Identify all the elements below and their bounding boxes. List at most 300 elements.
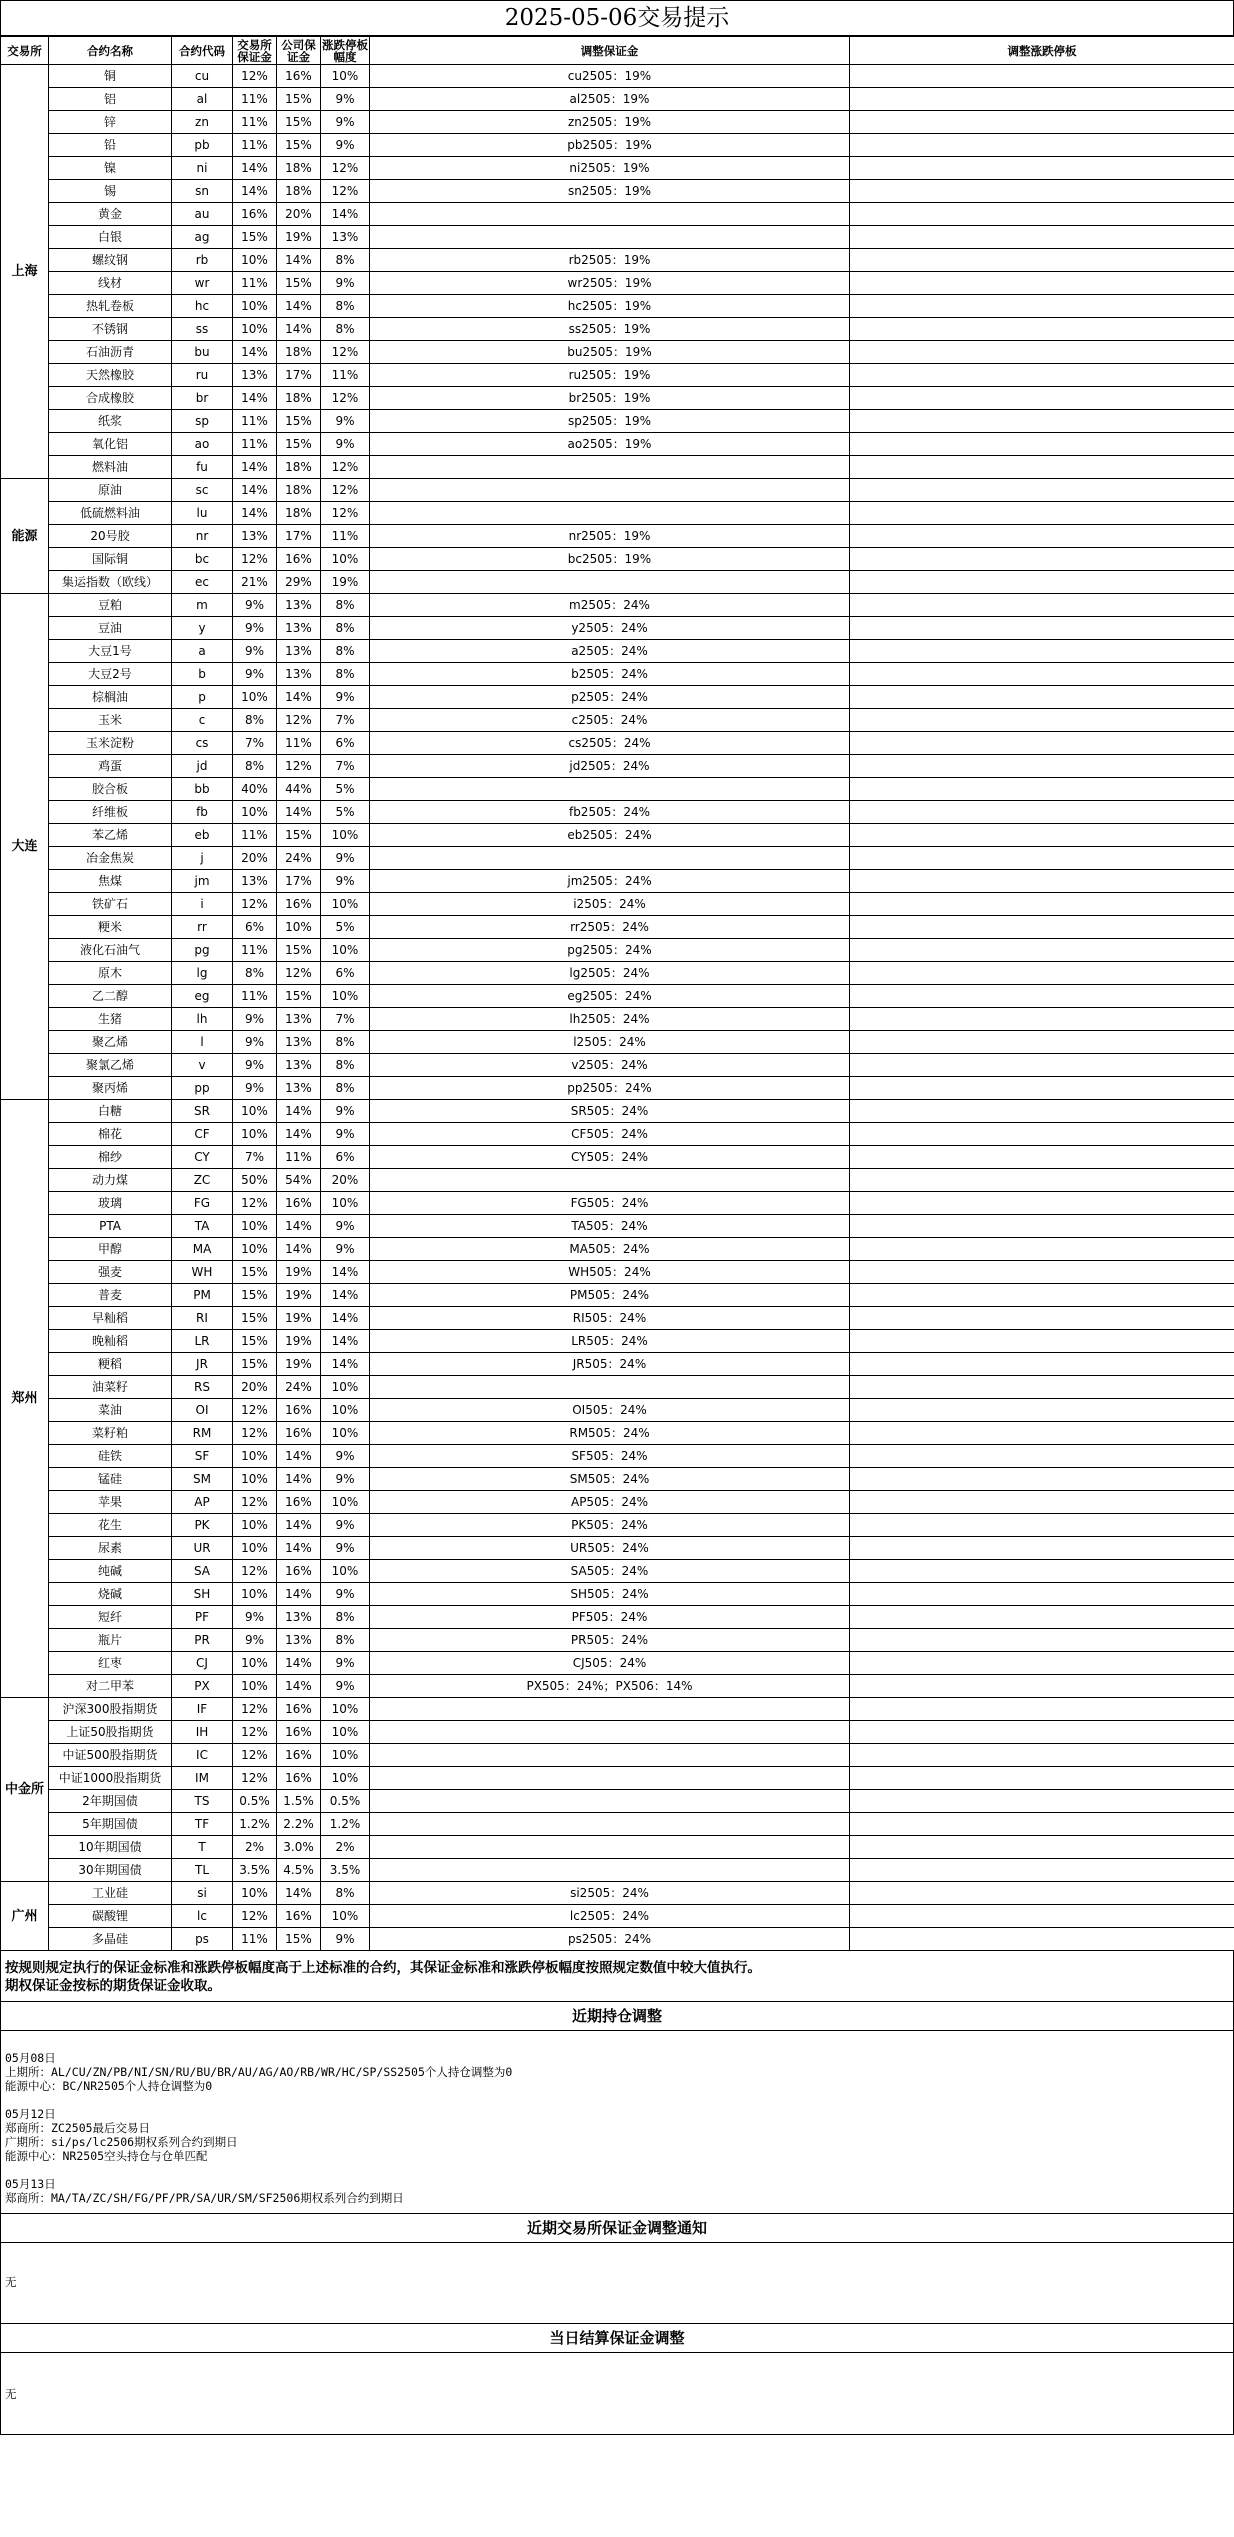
company-margin-cell: 19% bbox=[277, 1261, 321, 1284]
exchange-margin-cell: 13% bbox=[233, 870, 277, 893]
table-row bbox=[1, 548, 1234, 571]
contract-code-cell: zn bbox=[172, 111, 233, 134]
exchange-margin-cell: 14% bbox=[233, 387, 277, 410]
contract-code-cell: TA bbox=[172, 1215, 233, 1238]
company-margin-cell: 14% bbox=[277, 801, 321, 824]
adjusted-limit-cell bbox=[850, 111, 1234, 134]
company-margin-cell: 12% bbox=[277, 962, 321, 985]
price-limit-cell: 8% bbox=[321, 1882, 370, 1905]
adjusted-margin-cell: sn2505：19% bbox=[370, 180, 850, 203]
contract-code-cell: JR bbox=[172, 1353, 233, 1376]
company-margin-cell: 15% bbox=[277, 134, 321, 157]
contract-name-cell: 粳稻 bbox=[49, 1353, 172, 1376]
price-limit-cell: 8% bbox=[321, 594, 370, 617]
contract-name-cell: 豆粕 bbox=[49, 594, 172, 617]
adjusted-limit-cell bbox=[850, 157, 1234, 180]
table-row bbox=[1, 755, 1234, 778]
exchange-margin-cell: 10% bbox=[233, 1100, 277, 1123]
exchange-margin-cell: 10% bbox=[233, 1468, 277, 1491]
adjusted-limit-cell bbox=[850, 456, 1234, 479]
table-row bbox=[1, 1928, 1234, 1951]
contract-name-cell: 菜油 bbox=[49, 1399, 172, 1422]
contract-name-cell: 晚籼稻 bbox=[49, 1330, 172, 1353]
exchange-margin-cell: 9% bbox=[233, 1606, 277, 1629]
notes bbox=[0, 1951, 1234, 2001]
contract-code-cell: lu bbox=[172, 502, 233, 525]
price-limit-cell: 9% bbox=[321, 88, 370, 111]
contract-code-cell: IM bbox=[172, 1767, 233, 1790]
exchange-margin-cell: 9% bbox=[233, 1629, 277, 1652]
contract-name-cell: 液化石油气 bbox=[49, 939, 172, 962]
price-limit-cell: 14% bbox=[321, 1353, 370, 1376]
contract-code-cell: j bbox=[172, 847, 233, 870]
position-line: 能源中心：NR2505空头持仓与仓单匹配 bbox=[5, 2149, 208, 2163]
company-margin-cell: 15% bbox=[277, 88, 321, 111]
table-row bbox=[1, 1261, 1234, 1284]
table-row bbox=[1, 663, 1234, 686]
exchange-margin-cell: 11% bbox=[233, 985, 277, 1008]
adjusted-margin-cell: al2505：19% bbox=[370, 88, 850, 111]
contract-code-cell: CJ bbox=[172, 1652, 233, 1675]
table-row bbox=[1, 88, 1234, 111]
adjusted-limit-cell bbox=[850, 387, 1234, 410]
table-row bbox=[1, 1445, 1234, 1468]
contract-name-cell: 集运指数（欧线） bbox=[49, 571, 172, 594]
adjusted-margin-cell bbox=[370, 1376, 850, 1399]
position-date: 05月12日 bbox=[5, 2107, 56, 2121]
exchange-margin-cell: 14% bbox=[233, 341, 277, 364]
price-limit-cell: 10% bbox=[321, 1376, 370, 1399]
adjusted-limit-cell bbox=[850, 1629, 1234, 1652]
company-margin-cell: 13% bbox=[277, 1629, 321, 1652]
table-row bbox=[1, 1031, 1234, 1054]
exchange-margin-cell: 0.5% bbox=[233, 1790, 277, 1813]
price-limit-cell: 12% bbox=[321, 456, 370, 479]
adjusted-limit-cell bbox=[850, 709, 1234, 732]
contract-name-cell: 生猪 bbox=[49, 1008, 172, 1031]
table-row bbox=[1, 157, 1234, 180]
exchange-cell: 中金所 bbox=[1, 1698, 49, 1882]
adjusted-limit-cell bbox=[850, 1261, 1234, 1284]
contract-name-cell: 普麦 bbox=[49, 1284, 172, 1307]
exchange-margin-cell: 9% bbox=[233, 1008, 277, 1031]
company-margin-cell: 14% bbox=[277, 295, 321, 318]
exchange-margin-cell: 10% bbox=[233, 686, 277, 709]
company-margin-cell: 24% bbox=[277, 847, 321, 870]
adjusted-limit-cell bbox=[850, 295, 1234, 318]
table-row bbox=[1, 1859, 1234, 1882]
margin-table-body bbox=[1, 37, 1234, 1951]
adjusted-margin-cell: WH505：24% bbox=[370, 1261, 850, 1284]
price-limit-cell: 9% bbox=[321, 1928, 370, 1951]
table-row bbox=[1, 824, 1234, 847]
contract-name-cell: 不锈钢 bbox=[49, 318, 172, 341]
exchange-margin-cell: 10% bbox=[233, 1123, 277, 1146]
adjusted-margin-cell: UR505：24% bbox=[370, 1537, 850, 1560]
company-margin-cell: 12% bbox=[277, 755, 321, 778]
table-row bbox=[1, 617, 1234, 640]
position-line: 广期所：si/ps/lc2506期权系列合约到期日 bbox=[5, 2135, 238, 2149]
adjusted-margin-cell bbox=[370, 1744, 850, 1767]
contract-code-cell: RM bbox=[172, 1422, 233, 1445]
exchange-cell: 能源 bbox=[1, 479, 49, 594]
adjusted-margin-cell: ao2505：19% bbox=[370, 433, 850, 456]
contract-code-cell: bc bbox=[172, 548, 233, 571]
exchange-margin-cell: 9% bbox=[233, 594, 277, 617]
company-margin-cell: 13% bbox=[277, 663, 321, 686]
table-row bbox=[1, 1905, 1234, 1928]
contract-code-cell: cu bbox=[172, 65, 233, 88]
contract-code-cell: ec bbox=[172, 571, 233, 594]
price-limit-cell: 8% bbox=[321, 295, 370, 318]
exchange-margin-cell: 12% bbox=[233, 1192, 277, 1215]
company-margin-cell: 13% bbox=[277, 617, 321, 640]
adjusted-limit-cell bbox=[850, 1031, 1234, 1054]
price-limit-cell: 3.5% bbox=[321, 1859, 370, 1882]
price-limit-cell: 10% bbox=[321, 1491, 370, 1514]
adjusted-limit-cell bbox=[850, 1054, 1234, 1077]
table-row bbox=[1, 732, 1234, 755]
exchange-margin-cell: 11% bbox=[233, 1928, 277, 1951]
exchange-margin-cell: 11% bbox=[233, 410, 277, 433]
contract-code-cell: lg bbox=[172, 962, 233, 985]
contract-name-cell: 镍 bbox=[49, 157, 172, 180]
company-margin-cell: 19% bbox=[277, 1330, 321, 1353]
contract-name-cell: 鸡蛋 bbox=[49, 755, 172, 778]
table-row bbox=[1, 962, 1234, 985]
header-adjusted-limit: 调整涨跌停板 bbox=[850, 37, 1234, 65]
price-limit-cell: 11% bbox=[321, 525, 370, 548]
price-limit-cell: 10% bbox=[321, 893, 370, 916]
adjusted-margin-cell: rb2505：19% bbox=[370, 249, 850, 272]
company-margin-cell: 18% bbox=[277, 456, 321, 479]
adjusted-margin-cell: zn2505：19% bbox=[370, 111, 850, 134]
table-row bbox=[1, 1077, 1234, 1100]
company-margin-cell: 15% bbox=[277, 1928, 321, 1951]
header-price-limit: 涨跌停板幅度 bbox=[322, 37, 368, 64]
adjusted-margin-cell bbox=[370, 1859, 850, 1882]
contract-code-cell: SA bbox=[172, 1560, 233, 1583]
contract-name-cell: 天然橡胶 bbox=[49, 364, 172, 387]
adjusted-limit-cell bbox=[850, 479, 1234, 502]
adjusted-limit-cell bbox=[850, 617, 1234, 640]
price-limit-cell: 9% bbox=[321, 1123, 370, 1146]
contract-name-cell: 对二甲苯 bbox=[49, 1675, 172, 1698]
contract-name-cell: 石油沥青 bbox=[49, 341, 172, 364]
contract-code-cell: nr bbox=[172, 525, 233, 548]
table-row bbox=[1, 1698, 1234, 1721]
contract-code-cell: jm bbox=[172, 870, 233, 893]
exchange-margin-cell: 10% bbox=[233, 1514, 277, 1537]
contract-code-cell: T bbox=[172, 1836, 233, 1859]
table-row bbox=[1, 1008, 1234, 1031]
company-margin-cell: 19% bbox=[277, 1353, 321, 1376]
exchange-margin-cell: 15% bbox=[233, 1330, 277, 1353]
exchange-margin-cell: 6% bbox=[233, 916, 277, 939]
company-margin-cell: 15% bbox=[277, 111, 321, 134]
adjusted-limit-cell bbox=[850, 571, 1234, 594]
contract-name-cell: 硅铁 bbox=[49, 1445, 172, 1468]
adjusted-margin-cell bbox=[370, 1169, 850, 1192]
table-row bbox=[1, 180, 1234, 203]
price-limit-cell: 8% bbox=[321, 318, 370, 341]
adjusted-margin-cell: ni2505：19% bbox=[370, 157, 850, 180]
adjusted-limit-cell bbox=[850, 962, 1234, 985]
company-margin-cell: 19% bbox=[277, 226, 321, 249]
exchange-margin-cell: 11% bbox=[233, 111, 277, 134]
adjusted-limit-cell bbox=[850, 203, 1234, 226]
exchange-cell: 郑州 bbox=[1, 1100, 49, 1698]
exchange-margin-cell: 9% bbox=[233, 1054, 277, 1077]
table-row bbox=[1, 1675, 1234, 1698]
adjusted-limit-cell bbox=[850, 1698, 1234, 1721]
price-limit-cell: 10% bbox=[321, 1905, 370, 1928]
exchange-margin-cell: 11% bbox=[233, 939, 277, 962]
contract-name-cell: 白糖 bbox=[49, 1100, 172, 1123]
exchange-margin-cell: 15% bbox=[233, 1307, 277, 1330]
price-limit-cell: 8% bbox=[321, 1031, 370, 1054]
adjusted-limit-cell bbox=[850, 364, 1234, 387]
table-row bbox=[1, 1652, 1234, 1675]
table-row bbox=[1, 1353, 1234, 1376]
contract-name-cell: 中证500股指期货 bbox=[49, 1744, 172, 1767]
adjusted-limit-cell bbox=[850, 663, 1234, 686]
table-row bbox=[1, 479, 1234, 502]
contract-name-cell: 多晶硅 bbox=[49, 1928, 172, 1951]
price-limit-cell: 10% bbox=[321, 985, 370, 1008]
price-limit-cell: 19% bbox=[321, 571, 370, 594]
company-margin-cell: 14% bbox=[277, 249, 321, 272]
contract-code-cell: PF bbox=[172, 1606, 233, 1629]
contract-name-cell: 工业硅 bbox=[49, 1882, 172, 1905]
exchange-margin-cell: 11% bbox=[233, 272, 277, 295]
exchange-notice-title: 近期交易所保证金调整通知 bbox=[0, 2213, 1234, 2243]
contract-code-cell: RS bbox=[172, 1376, 233, 1399]
company-margin-cell: 16% bbox=[277, 1721, 321, 1744]
exchange-notice-body bbox=[0, 2243, 1234, 2323]
adjusted-margin-cell: l2505：24% bbox=[370, 1031, 850, 1054]
contract-name-cell: 早籼稻 bbox=[49, 1307, 172, 1330]
table-row bbox=[1, 1882, 1234, 1905]
exchange-margin-cell: 11% bbox=[233, 433, 277, 456]
adjusted-limit-cell bbox=[850, 1537, 1234, 1560]
table-row bbox=[1, 893, 1234, 916]
price-limit-cell: 9% bbox=[321, 1652, 370, 1675]
contract-code-cell: SM bbox=[172, 1468, 233, 1491]
price-limit-cell: 9% bbox=[321, 686, 370, 709]
contract-code-cell: OI bbox=[172, 1399, 233, 1422]
price-limit-cell: 10% bbox=[321, 939, 370, 962]
company-margin-cell: 18% bbox=[277, 502, 321, 525]
position-line: 上期所：AL/CU/ZN/PB/NI/SN/RU/BU/BR/AU/AG/AO/RB/WR/HC/SP/SS2505个人持仓调整为0 bbox=[5, 2065, 513, 2079]
adjusted-margin-cell: a2505：24% bbox=[370, 640, 850, 663]
company-margin-cell: 16% bbox=[277, 1491, 321, 1514]
table-row bbox=[1, 1307, 1234, 1330]
contract-code-cell: ZC bbox=[172, 1169, 233, 1192]
contract-code-cell: rr bbox=[172, 916, 233, 939]
header-exchange: 交易所 bbox=[1, 37, 49, 65]
table-row bbox=[1, 1721, 1234, 1744]
exchange-margin-cell: 11% bbox=[233, 88, 277, 111]
table-row bbox=[1, 1054, 1234, 1077]
contract-code-cell: c bbox=[172, 709, 233, 732]
adjusted-limit-cell bbox=[850, 801, 1234, 824]
company-margin-cell: 10% bbox=[277, 916, 321, 939]
exchange-margin-cell: 10% bbox=[233, 1652, 277, 1675]
position-line: 郑商所：ZC2505最后交易日 bbox=[5, 2121, 151, 2135]
adjusted-limit-cell bbox=[850, 732, 1234, 755]
table-row bbox=[1, 1376, 1234, 1399]
contract-code-cell: l bbox=[172, 1031, 233, 1054]
contract-code-cell: v bbox=[172, 1054, 233, 1077]
exchange-margin-cell: 8% bbox=[233, 709, 277, 732]
contract-code-cell: TS bbox=[172, 1790, 233, 1813]
company-margin-cell: 16% bbox=[277, 1192, 321, 1215]
company-margin-cell: 18% bbox=[277, 387, 321, 410]
adjusted-limit-cell bbox=[850, 1514, 1234, 1537]
company-margin-cell: 13% bbox=[277, 1054, 321, 1077]
adjusted-margin-cell: SA505：24% bbox=[370, 1560, 850, 1583]
price-limit-cell: 8% bbox=[321, 617, 370, 640]
price-limit-cell: 12% bbox=[321, 157, 370, 180]
adjusted-margin-cell: pb2505：19% bbox=[370, 134, 850, 157]
adjusted-limit-cell bbox=[850, 1721, 1234, 1744]
company-margin-cell: 13% bbox=[277, 1031, 321, 1054]
company-margin-cell: 14% bbox=[277, 1652, 321, 1675]
price-limit-cell: 9% bbox=[321, 1583, 370, 1606]
price-limit-cell: 10% bbox=[321, 1721, 370, 1744]
adjusted-margin-cell: b2505：24% bbox=[370, 663, 850, 686]
company-margin-cell: 15% bbox=[277, 433, 321, 456]
contract-code-cell: ni bbox=[172, 157, 233, 180]
table-row bbox=[1, 801, 1234, 824]
exchange-margin-cell: 7% bbox=[233, 732, 277, 755]
company-margin-cell: 15% bbox=[277, 272, 321, 295]
company-margin-cell: 18% bbox=[277, 180, 321, 203]
adjusted-limit-cell bbox=[850, 1491, 1234, 1514]
contract-code-cell: m bbox=[172, 594, 233, 617]
exchange-margin-cell: 12% bbox=[233, 1560, 277, 1583]
adjusted-limit-cell bbox=[850, 1744, 1234, 1767]
price-limit-cell: 20% bbox=[321, 1169, 370, 1192]
contract-name-cell: 铝 bbox=[49, 88, 172, 111]
adjusted-limit-cell bbox=[850, 1606, 1234, 1629]
adjusted-margin-cell: cu2505：19% bbox=[370, 65, 850, 88]
exchange-margin-cell: 16% bbox=[233, 203, 277, 226]
company-margin-cell: 16% bbox=[277, 1905, 321, 1928]
adjusted-limit-cell bbox=[850, 134, 1234, 157]
contract-code-cell: SF bbox=[172, 1445, 233, 1468]
header-contract-code: 合约代码 bbox=[172, 37, 233, 65]
price-limit-cell: 9% bbox=[321, 433, 370, 456]
adjusted-limit-cell bbox=[850, 1767, 1234, 1790]
company-margin-cell: 14% bbox=[277, 318, 321, 341]
exchange-margin-cell: 12% bbox=[233, 1399, 277, 1422]
company-margin-cell: 17% bbox=[277, 364, 321, 387]
exchange-margin-cell: 1.2% bbox=[233, 1813, 277, 1836]
company-margin-cell: 16% bbox=[277, 893, 321, 916]
exchange-margin-cell: 12% bbox=[233, 1422, 277, 1445]
price-limit-cell: 8% bbox=[321, 1606, 370, 1629]
adjusted-margin-cell bbox=[370, 502, 850, 525]
table-row bbox=[1, 1537, 1234, 1560]
table-row bbox=[1, 870, 1234, 893]
contract-name-cell: 合成橡胶 bbox=[49, 387, 172, 410]
contract-code-cell: IH bbox=[172, 1721, 233, 1744]
contract-code-cell: eg bbox=[172, 985, 233, 1008]
contract-code-cell: i bbox=[172, 893, 233, 916]
exchange-margin-cell: 2% bbox=[233, 1836, 277, 1859]
company-margin-cell: 14% bbox=[277, 1514, 321, 1537]
price-limit-cell: 9% bbox=[321, 410, 370, 433]
exchange-margin-cell: 3.5% bbox=[233, 1859, 277, 1882]
exchange-margin-cell: 10% bbox=[233, 1215, 277, 1238]
price-limit-cell: 9% bbox=[321, 1238, 370, 1261]
table-row bbox=[1, 410, 1234, 433]
adjusted-limit-cell bbox=[850, 341, 1234, 364]
contract-code-cell: pp bbox=[172, 1077, 233, 1100]
exchange-margin-cell: 10% bbox=[233, 295, 277, 318]
adjusted-margin-cell: ps2505：24% bbox=[370, 1928, 850, 1951]
price-limit-cell: 8% bbox=[321, 1629, 370, 1652]
company-margin-cell: 16% bbox=[277, 65, 321, 88]
price-limit-cell: 10% bbox=[321, 1744, 370, 1767]
company-margin-cell: 44% bbox=[277, 778, 321, 801]
contract-name-cell: 螺纹钢 bbox=[49, 249, 172, 272]
adjusted-limit-cell bbox=[850, 433, 1234, 456]
position-adjust-title: 近期持仓调整 bbox=[0, 2001, 1234, 2031]
table-row bbox=[1, 1284, 1234, 1307]
adjusted-margin-cell: AP505：24% bbox=[370, 1491, 850, 1514]
company-margin-cell: 16% bbox=[277, 1698, 321, 1721]
company-margin-cell: 13% bbox=[277, 594, 321, 617]
company-margin-cell: 14% bbox=[277, 1445, 321, 1468]
adjusted-margin-cell: hc2505：19% bbox=[370, 295, 850, 318]
price-limit-cell: 6% bbox=[321, 1146, 370, 1169]
exchange-margin-cell: 8% bbox=[233, 755, 277, 778]
contract-code-cell: pg bbox=[172, 939, 233, 962]
price-limit-cell: 6% bbox=[321, 732, 370, 755]
exchange-margin-cell: 12% bbox=[233, 548, 277, 571]
contract-code-cell: jd bbox=[172, 755, 233, 778]
contract-name-cell: 玉米淀粉 bbox=[49, 732, 172, 755]
adjusted-margin-cell: JR505：24% bbox=[370, 1353, 850, 1376]
company-margin-cell: 15% bbox=[277, 939, 321, 962]
price-limit-cell: 5% bbox=[321, 778, 370, 801]
company-margin-cell: 24% bbox=[277, 1376, 321, 1399]
position-line: 能源中心：BC/NR2505个人持仓调整为0 bbox=[5, 2079, 213, 2093]
adjusted-limit-cell bbox=[850, 686, 1234, 709]
company-margin-cell: 18% bbox=[277, 479, 321, 502]
price-limit-cell: 10% bbox=[321, 1192, 370, 1215]
contract-name-cell: 大豆2号 bbox=[49, 663, 172, 686]
adjusted-limit-cell bbox=[850, 1077, 1234, 1100]
table-row bbox=[1, 1514, 1234, 1537]
contract-code-cell: PK bbox=[172, 1514, 233, 1537]
adjusted-margin-cell: RM505：24% bbox=[370, 1422, 850, 1445]
exchange-margin-cell: 15% bbox=[233, 1284, 277, 1307]
contract-code-cell: b bbox=[172, 663, 233, 686]
adjusted-margin-cell: ss2505：19% bbox=[370, 318, 850, 341]
company-margin-cell: 11% bbox=[277, 732, 321, 755]
company-margin-cell: 54% bbox=[277, 1169, 321, 1192]
table-row bbox=[1, 1123, 1234, 1146]
company-margin-cell: 16% bbox=[277, 1399, 321, 1422]
adjusted-margin-cell bbox=[370, 456, 850, 479]
adjusted-margin-cell: SM505：24% bbox=[370, 1468, 850, 1491]
table-row bbox=[1, 203, 1234, 226]
contract-code-cell: CF bbox=[172, 1123, 233, 1146]
